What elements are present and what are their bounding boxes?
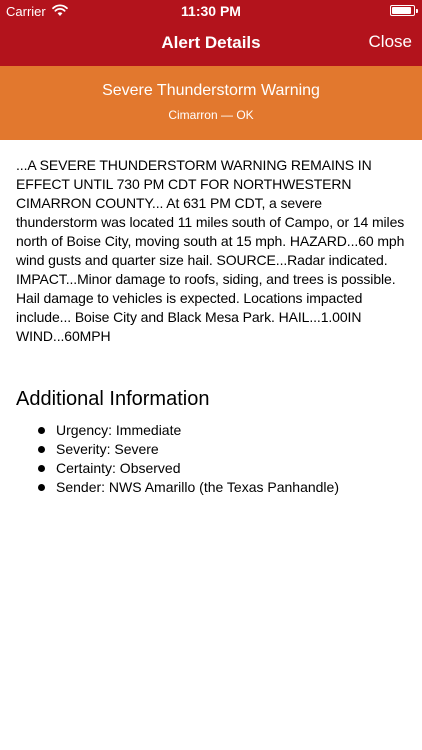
status-bar [0,0,422,22]
battery-fill [392,7,411,14]
close-button[interactable]: Close [368,32,412,51]
carrier-label: Carrier [6,4,46,19]
list-item: Certainty: Observed [38,459,422,478]
list-item: Urgency: Immediate [38,421,422,440]
list-item: Severity: Severe [38,440,422,459]
additional-info-list [38,421,422,497]
alert-description: ...A SEVERE THUNDERSTORM WARNING REMAINS IN EFFECT UNTIL 730 PM CDT FOR NORTHWESTERN CIMARRON COUNTY... At 631 PM CDT, a severe thunderstorm was located 11 miles south of Campo, or 14 miles north of Boise City, moving south at 15 mph. HAZARD...60 mph wind gusts and quarter size hail. SOURCE...Radar indicated. IMPACT...Minor damage to roofs, siding, and trees is possible. Hail damage to vehicles is expected. Locations impacted include... Boise City and Black Mesa Park. HAIL...1.00IN WIND...60MPH [16,157,405,344]
navigation-bar [0,22,422,66]
battery-icon [390,5,415,16]
list-item: Sender: NWS Amarillo (the Texas Panhandle) [38,478,422,497]
status-time: 11:30 PM [181,3,241,19]
alert-location: Cimarron — OK [168,108,254,122]
additional-info-heading: Additional Information [16,388,210,410]
alert-banner [0,66,422,140]
alert-title: Severe Thunderstorm Warning [102,82,320,99]
page-title: Alert Details [161,33,261,52]
header [0,0,422,66]
